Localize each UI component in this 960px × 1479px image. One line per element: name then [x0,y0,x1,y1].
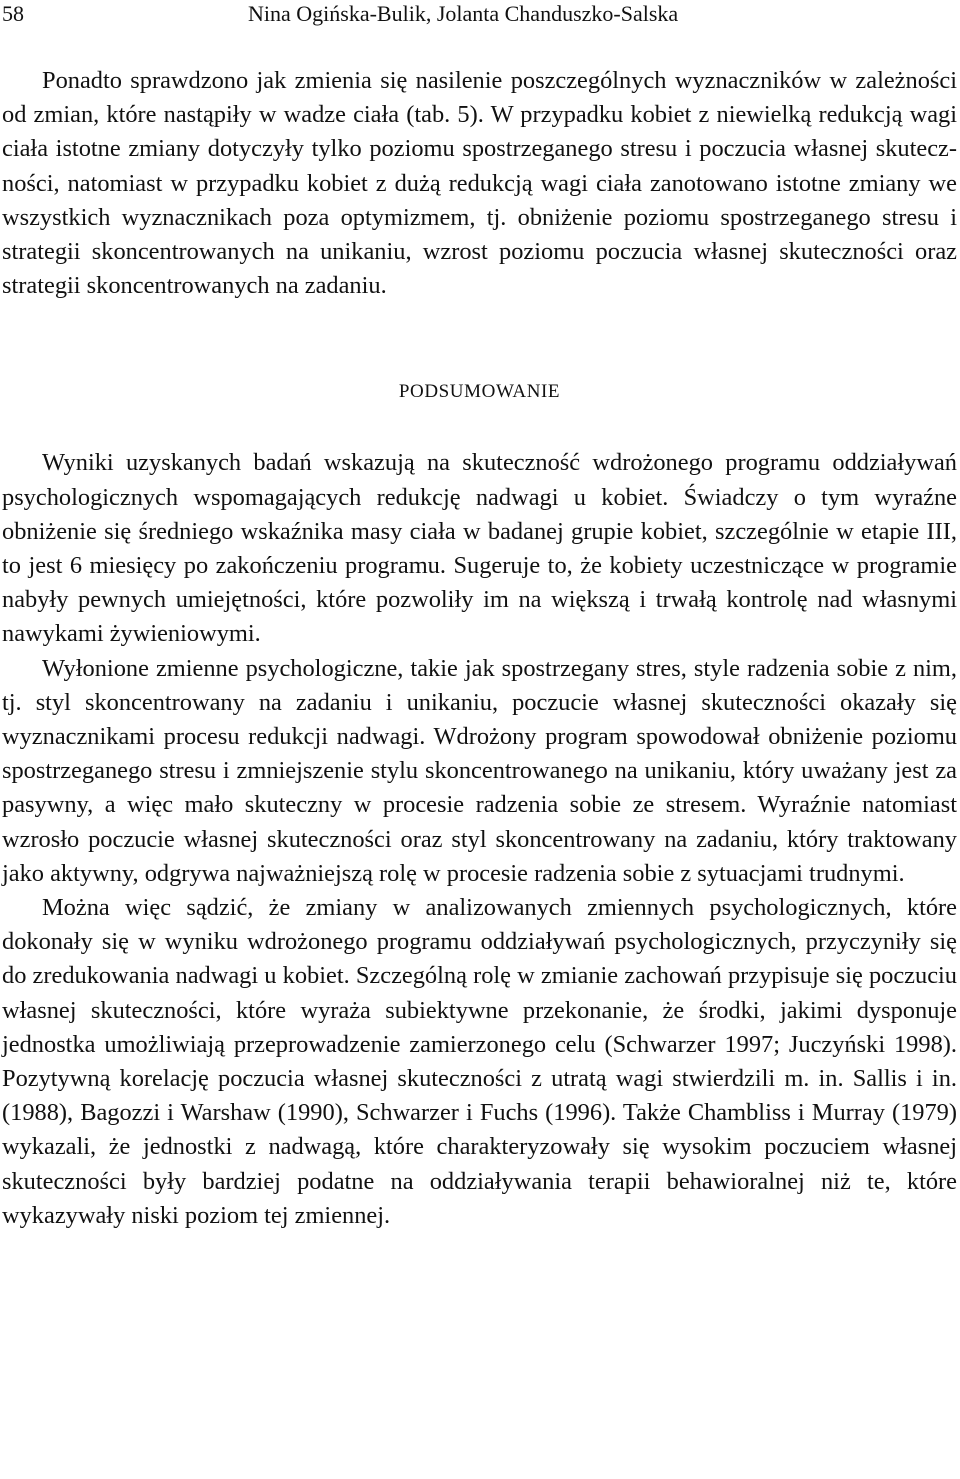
paragraph-conclusion-3: Można więc sądzić, że zmiany w analizowanych zmiennych psychologicznych, które dokonały się w wyniku wdrożonego programu oddziaływań psychologicznych, przyczyniły się do zredukowania nadwagi u kobiet. Szczególną rolę w zmianie zachowań przypisuje się poczuciu własnej skuteczności, które wyraża subiektywne przekonanie, że środki, jakimi dysponuje jednostka umożliwiają przeprowadzenie zamierzonego celu (Schwarzer 1997; Juczyński 1998). Pozytywną korelację poczucia własnej skuteczności z utratą wagi stwierdzili m. in. Sallis i in. (1988), Bagozzi i Warshaw (1990), Schwarzer i Fuchs (1996). Także Chambliss i Murray (1979) wykazali, że jednostki z nadwagą, które charakteryzowały się wysokim poczuciem własnej skuteczności były bardziej podatne na oddziaływania terapii behawioralnej niż te, które wykazywały niski poziom tej zmiennej. [2,894,957,1229]
document-page [2,0,957,1233]
paragraph-conclusion-1: Wyniki uzyskanych badań wskazują na skuteczność wdrożonego programu oddziaływań psychologicznych wspomagających redukcję nadwagi u kobiet. Świadczy o tym wyraźne obniżenie się średniego wskaźnika masy ciała w badanej grupie kobiet, szczególnie w etapie III, to jest 6 miesięcy po zakończeniu programu. Sugeruje to, że kobiety uczestniczące w programie nabyły pewnych umiejętności, które pozwoliły im na większą i trwałą kontrolę nad własnymi nawykami żywieniowymi. [2,449,957,648]
paragraph-results-summary: Ponadto sprawdzono jak zmienia się nasilenie poszczególnych wyznaczników w zależności od zmian, które nastąpiły w wadze ciała (tab. 5). W przypadku kobiet z niewielką redukcją wagi ciała istotne zmiany dotyczyły tylko poziomu spostrzeganego stresu i poczucia własnej skuteczności, natomiast w przypadku kobiet z dużą redukcją wagi ciała zanotowano istotne zmiany we wszystkich wyznacznikach poza optymizmem, tj. obniżenie poziomu spostrzeganego stresu i strategii skoncentrowanych na unikaniu, wzrost poziomu poczucia własnej skuteczności oraz strategii skoncentrowanych na zadaniu. [2,67,957,300]
paragraph-conclusion-2: Wyłonione zmienne psychologiczne, takie jak spostrzegany stres, style radzenia sobie z nim, tj. styl skoncentrowany na zadaniu i unikaniu, poczucie własnej skuteczności okazały się wyznacznikami procesu redukcji nadwagi. Wdrożony program spowodował obniżenie poziomu spostrzeganego stresu i zmniejszenie stylu skoncentrowanego na unikaniu, który uważany jest za pasywny, a więc mało skuteczny w procesie radzenia sobie ze stresem. Wyraźnie natomiast wzrosło poczucie własnej skuteczności oraz styl skoncentrowany na zadaniu, który traktowany jako aktywny, odgrywa najważniejszą rolę w procesie radzenia sobie z sytuacjami trudnymi. [2,654,957,887]
header-authors: Nina Ogińska-Bulik, Jolanta Chanduszko-Salska [248,1,679,26]
page-number: 58 [2,1,24,26]
running-header [2,0,957,34]
section-heading: PODSUMOWANIE [398,381,561,403]
